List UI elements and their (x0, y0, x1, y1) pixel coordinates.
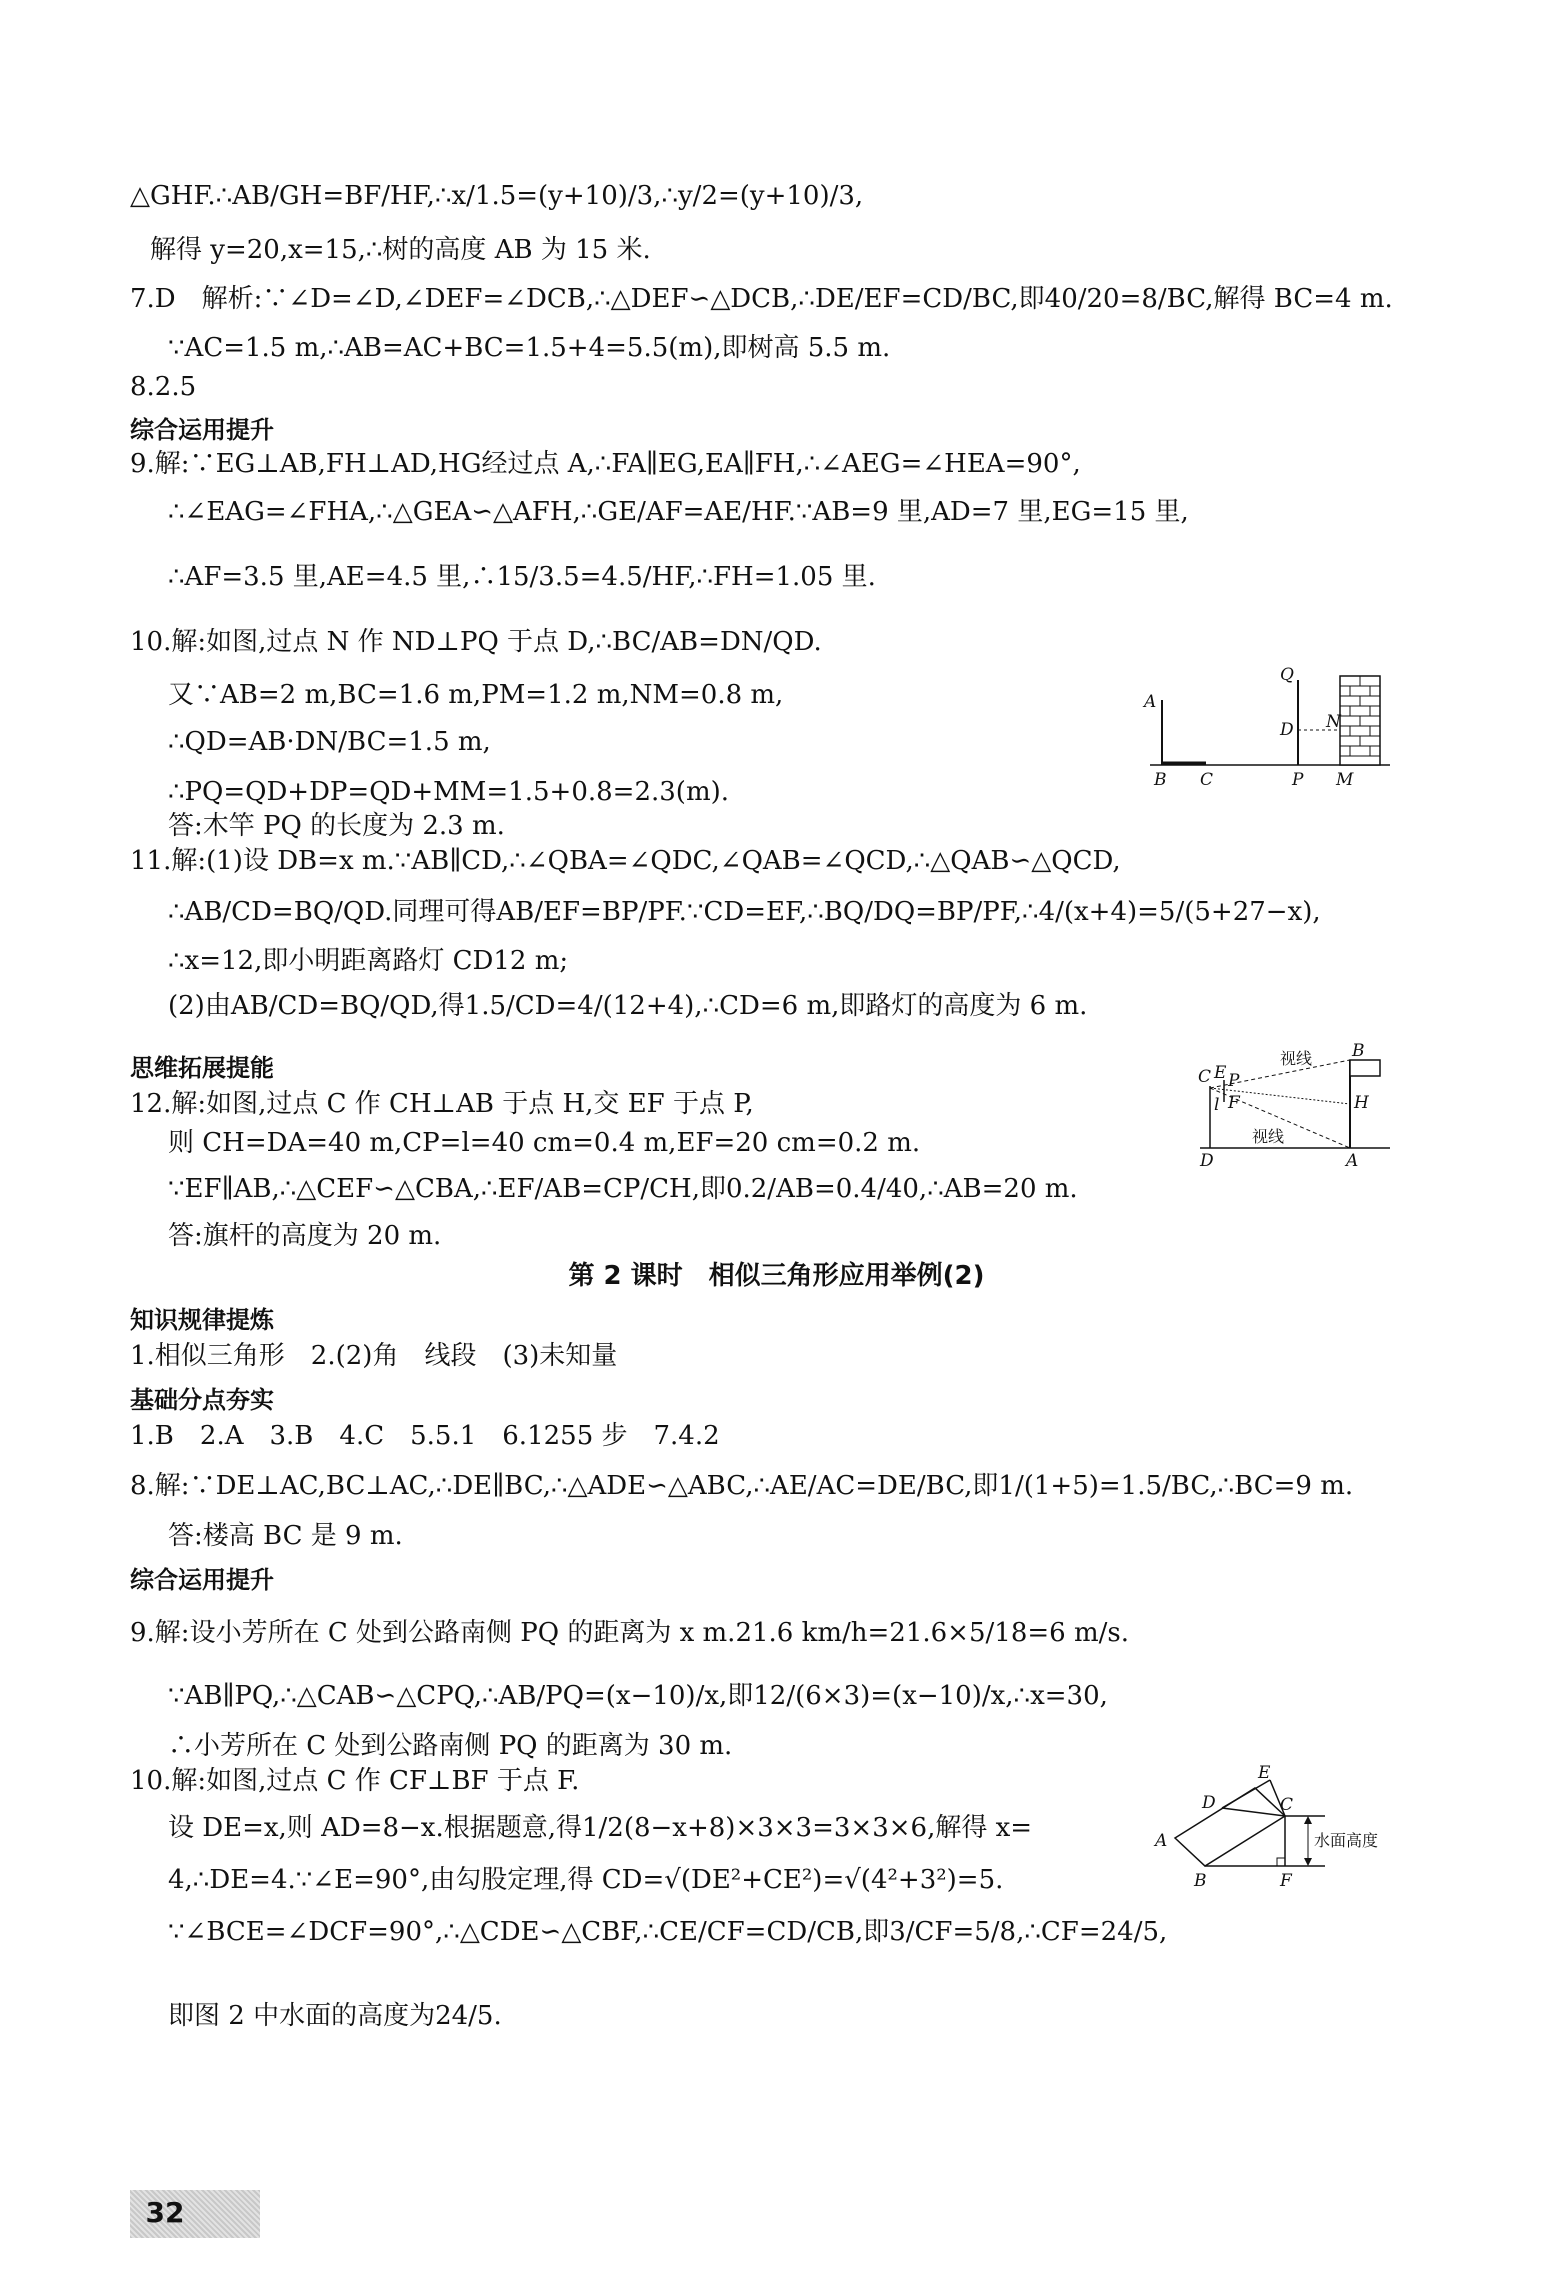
line-15: ∴AB/CD=BQ/QD.同理可得AB/EF=BP/PF.∵CD=EF,∴BQ/DQ=BP/PF,∴4/(x+4)=5/(5+27−x), (168, 897, 1321, 927)
fig3-label-f: F (1280, 1871, 1292, 1891)
fig2-sight-top: 视线 (1280, 1049, 1313, 1068)
line-26: 9.解:设小芳所在 C 处到公路南侧 PQ 的距离为 x m.21.6 km/h=21.6×5/18=6 m/s. (130, 1618, 1129, 1648)
page-number-badge (130, 2190, 260, 2238)
fig3-label-b: B (1194, 1871, 1207, 1891)
line-1: △GHF.∴AB/GH=BF/HF,∴x/1.5=(y+10)/3,∴y/2=(y+10)/3, (130, 181, 864, 211)
fig2-label-e: E (1214, 1063, 1227, 1083)
line-16: ∴x=12,即小明距离路灯 CD12 m; (168, 946, 569, 976)
fig2-label-p: P (1228, 1071, 1240, 1091)
line-6: 9.解:∵EG⊥AB,FH⊥AD,HG经过点 A,∴FA∥EG,EA∥FH,∴∠AEG=∠HEA=90°, (130, 449, 1081, 479)
heading-zonghe-1: 综合运用提升 (130, 416, 274, 444)
fig2-label-d: D (1200, 1151, 1214, 1170)
fig1-label-m: M (1336, 770, 1354, 790)
fig3-label-e: E (1258, 1763, 1271, 1783)
fig3-label-d: D (1202, 1793, 1216, 1813)
line-22: 1.相似三角形 2.(2)角 线段 (3)未知量 (130, 1341, 618, 1371)
line-23: 1.B 2.A 3.B 4.C 5.5.1 6.1255 步 7.4.2 (130, 1421, 720, 1451)
line-30: 设 DE=x,则 AD=8−x.根据题意,得1/2(8−x+8)×3×3=3×3×6,解得 x= (168, 1813, 1033, 1843)
line-9: 10.解:如图,过点 N 作 ND⊥PQ 于点 D,∴BC/AB=DN/QD. (130, 627, 822, 657)
fig2-label-b: B (1352, 1041, 1365, 1061)
line-18: 12.解:如图,过点 C 作 CH⊥AB 于点 H,交 EF 于点 P, (130, 1089, 754, 1119)
fig1-label-a: A (1144, 692, 1157, 712)
line-19: 则 CH=DA=40 m,CP=l=40 cm=0.4 m,EF=20 cm=0.2 m. (168, 1128, 921, 1158)
line-8: ∴AF=3.5 里,AE=4.5 里,∴15/3.5=4.5/HF,∴FH=1.05 里. (168, 562, 876, 592)
figure-flagpole (1190, 1040, 1400, 1170)
line-17: (2)由AB/CD=BQ/QD,得1.5/CD=4/(12+4),∴CD=6 m,即路灯的高度为 6 m. (168, 991, 1088, 1021)
line-4: ∵AC=1.5 m,∴AB=AC+BC=1.5+4=5.5(m),即树高 5.5 m. (168, 333, 891, 363)
heading-jichu: 基础分点夯实 (130, 1386, 274, 1414)
line-29: 10.解:如图,过点 C 作 CF⊥BF 于点 F. (130, 1766, 580, 1796)
line-11: ∴QD=AB·DN/BC=1.5 m, (168, 727, 491, 757)
fig3-label-c: C (1280, 1795, 1294, 1815)
line-3: 7.D 解析:∵∠D=∠D,∠DEF=∠DCB,∴△DEF∽△DCB,∴DE/EF=CD/BC,即40/20=8/BC,解得 BC=4 m. (130, 284, 1393, 314)
line-10: 又∵AB=2 m,BC=1.6 m,PM=1.2 m,NM=0.8 m, (168, 680, 784, 710)
line-7: ∴∠EAG=∠FHA,∴△GEA∽△AFH,∴GE/AF=AE/HF.∵AB=9 里,AD=7 里,EG=15 里, (168, 497, 1189, 527)
section-title: 第 2 课时 相似三角形应用举例(2) (568, 1261, 985, 1291)
fig2-label-l: l (1214, 1095, 1220, 1115)
fig1-label-p: P (1292, 770, 1304, 790)
fig1-label-n: N (1326, 712, 1341, 732)
fig2-label-f: F (1228, 1093, 1240, 1113)
line-24: 8.解:∵DE⊥AC,BC⊥AC,∴DE∥BC,∴△ADE∽△ABC,∴AE/AC=DE/BC,即1/(1+5)=1.5/BC,∴BC=9 m. (130, 1471, 1354, 1501)
fig3-label-a: A (1155, 1831, 1168, 1851)
fig2-label-a: A (1346, 1151, 1359, 1170)
line-27: ∵AB∥PQ,∴△CAB∽△CPQ,∴AB/PQ=(x−10)/x,即12/(6×3)=(x−10)/x,∴x=30, (168, 1681, 1108, 1711)
fig1-label-d: D (1280, 720, 1294, 740)
line-31: 4,∴DE=4.∵∠E=90°,由勾股定理,得 CD=√(DE²+CE²)=√(4²+3²)=5. (168, 1865, 1004, 1895)
fig3-water-label: 水面高度 (1314, 1831, 1379, 1850)
fig2-label-c: C (1198, 1067, 1212, 1087)
line-5: 8.2.5 (130, 372, 197, 402)
page-number: 32 (145, 2196, 185, 2229)
line-12: ∴PQ=QD+DP=QD+MM=1.5+0.8=2.3(m). (168, 777, 730, 807)
line-32: ∵∠BCE=∠DCF=90°,∴△CDE∽△CBF,∴CE/CF=CD/CB,即3/CF=5/8,∴CF=24/5, (168, 1917, 1168, 1947)
fig1-label-b: B (1154, 770, 1167, 790)
line-33: 即图 2 中水面的高度为24/5. (168, 2001, 502, 2031)
fig1-label-c: C (1200, 770, 1214, 790)
figure-water-tank (1150, 1760, 1400, 1910)
fig1-label-q: Q (1280, 665, 1294, 685)
line-21: 答:旗杆的高度为 20 m. (168, 1221, 442, 1251)
heading-zhishi: 知识规律提炼 (130, 1306, 274, 1334)
line-13: 答:木竿 PQ 的长度为 2.3 m. (168, 811, 505, 841)
line-28: ∴小芳所在 C 处到公路南侧 PQ 的距离为 30 m. (168, 1731, 733, 1761)
line-2: 解得 y=20,x=15,∴树的高度 AB 为 15 米. (150, 235, 651, 265)
fig2-sight-bottom: 视线 (1252, 1127, 1285, 1146)
figure-pole-wall (1140, 660, 1400, 790)
fig2-label-h: H (1354, 1093, 1369, 1113)
heading-zonghe-2: 综合运用提升 (130, 1566, 274, 1594)
line-20: ∵EF∥AB,∴△CEF∽△CBA,∴EF/AB=CP/CH,即0.2/AB=0.4/40,∴AB=20 m. (168, 1174, 1078, 1204)
line-25: 答:楼高 BC 是 9 m. (168, 1521, 403, 1551)
line-14: 11.解:(1)设 DB=x m.∵AB∥CD,∴∠QBA=∠QDC,∠QAB=∠QCD,∴△QAB∽△QCD, (130, 846, 1121, 876)
heading-siwei: 思维拓展提能 (130, 1054, 274, 1082)
